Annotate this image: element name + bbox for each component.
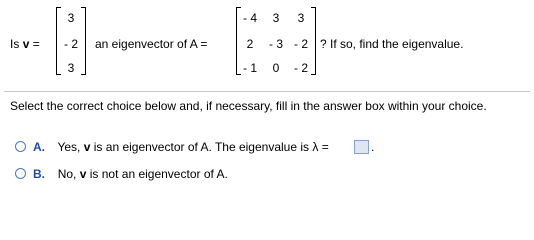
- matrix-entry: - 2: [293, 37, 308, 51]
- eigenvalue-answer-box[interactable]: [354, 140, 369, 154]
- choice-a-letter: A.: [33, 140, 45, 154]
- choice-b-vector-symbol: v: [79, 167, 87, 181]
- vector-v: [56, 7, 86, 75]
- choice-b-letter: B.: [33, 167, 45, 181]
- choice-a-text-after: is an eigenvector of A. The eigenvalue is: [93, 140, 310, 154]
- choice-a-lambda: λ =: [312, 140, 329, 154]
- matrix-entry: - 1: [242, 61, 257, 75]
- matrix-entry: 2: [246, 37, 254, 51]
- question-lead: [10, 37, 40, 51]
- choice-a-trailing-period: .: [371, 140, 375, 154]
- question-tail-text: ? If so, find the eigenvalue.: [320, 37, 464, 51]
- matrix-entry: - 2: [293, 61, 308, 75]
- choice-a-vector-symbol: v: [83, 140, 91, 154]
- question-lead-text: Is: [10, 37, 20, 51]
- matrix-right-bracket: [311, 7, 316, 75]
- matrix-entry: - 3: [268, 37, 283, 51]
- choice-b-label[interactable]: [33, 167, 228, 181]
- matrix-entry: 3: [272, 11, 280, 25]
- vector-right-bracket: [81, 7, 86, 75]
- section-divider: [4, 91, 530, 92]
- vector-entry: - 2: [63, 37, 78, 51]
- matrix-a: [236, 7, 316, 75]
- question-middle-text: an eigenvector of A =: [95, 37, 208, 51]
- vector-entry: 3: [67, 11, 75, 25]
- choice-b-radio[interactable]: [15, 168, 26, 179]
- vector-entry: 3: [67, 61, 75, 75]
- choice-a-text-before: Yes,: [57, 140, 81, 154]
- matrix-entry: 0: [272, 61, 280, 75]
- matrix-entry: - 4: [242, 11, 257, 25]
- matrix-entry: 3: [297, 11, 305, 25]
- choice-a-label[interactable]: [33, 140, 329, 154]
- equals-sign: =: [32, 37, 40, 51]
- choice-b-text-after: is not an eigenvector of A.: [89, 167, 228, 181]
- choice-a-radio[interactable]: [15, 141, 26, 152]
- choice-b-text-before: No,: [57, 167, 77, 181]
- vector-symbol: v: [22, 37, 30, 51]
- instruction-text: Select the correct choice below and, if necessary, fill in the answer box within your choice.: [10, 99, 487, 113]
- vector-left-bracket: [56, 7, 61, 75]
